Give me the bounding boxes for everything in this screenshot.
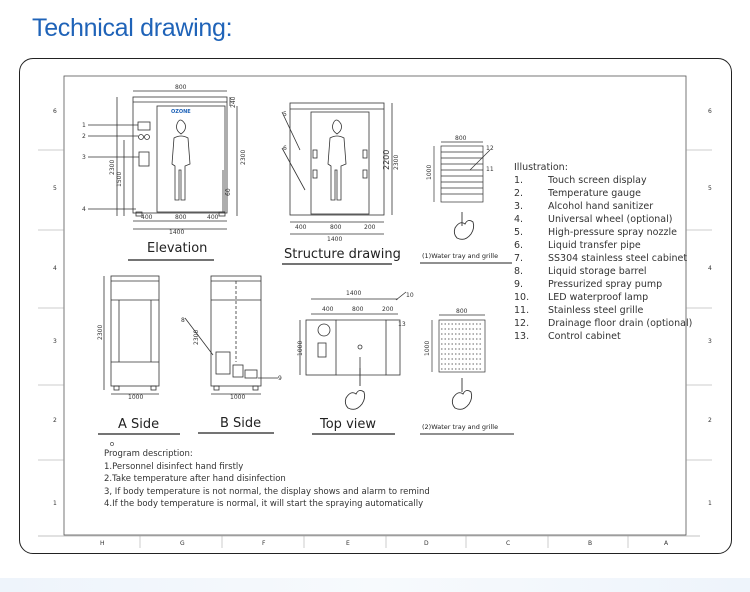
program-line: 4.If the body temperature is normal, it will start the spraying automatically <box>104 499 424 509</box>
dim-label: 2200 <box>382 149 391 170</box>
dim-label: 1000 <box>128 394 144 401</box>
dim-label: 2300 <box>109 159 116 175</box>
dim-label: 400 <box>295 224 307 231</box>
dim-label: 800 <box>330 224 342 231</box>
dim-label: 200 <box>382 306 394 313</box>
border-number: 2 <box>708 417 712 424</box>
dim-label: 400 <box>141 214 153 221</box>
list-item-text: Liquid transfer pipe <box>548 240 641 251</box>
view-caption-top-view: Top view <box>320 417 377 432</box>
dim-label: 240 <box>230 96 237 108</box>
program-line: 1.Personnel disinfect hand firstly <box>104 462 244 472</box>
list-item-text: Control cabinet <box>548 331 621 342</box>
callout-number: 9 <box>278 375 282 382</box>
list-item-num: 10. <box>514 292 530 303</box>
brand-logo: OZONE <box>171 109 191 115</box>
border-letter: H <box>100 540 105 547</box>
dim-label: 2300 <box>193 329 200 345</box>
program-heading: Program description: <box>104 449 193 459</box>
dim-label: 60 <box>225 188 232 196</box>
list-item-num: 5. <box>514 227 524 238</box>
list-item-num: 2. <box>514 188 524 199</box>
dim-label: 1500 <box>116 171 123 187</box>
border-number: 3 <box>708 338 712 345</box>
border-number: 1 <box>708 500 712 507</box>
list-item-text: SS304 stainless steel cabinet <box>548 253 688 264</box>
border-number: 6 <box>53 108 57 115</box>
callout-number: 10 <box>406 292 414 299</box>
list-item-num: 11. <box>514 305 530 316</box>
list-item-text: Liquid storage barrel <box>548 266 647 277</box>
dim-label: 800 <box>455 135 467 142</box>
border-letters-bottom <box>100 536 669 548</box>
callout-number: 1 <box>82 122 86 129</box>
view-caption-tray1: (1)Water tray and grille <box>422 252 499 260</box>
border-letter: E <box>346 540 350 547</box>
dim-label: 1000 <box>230 394 246 401</box>
a-side-view <box>104 276 159 394</box>
border-number: 1 <box>53 500 57 507</box>
view-caption-b-side: B Side <box>220 416 262 431</box>
dim-label: 1000 <box>297 340 304 356</box>
dim-label: 400 <box>207 214 219 221</box>
list-item-num: 8. <box>514 266 524 277</box>
list-item-num: 13. <box>514 331 530 342</box>
hand-icon-1 <box>454 212 473 239</box>
view-caption-a-side: A Side <box>118 417 160 432</box>
list-item-text: Touch screen display <box>548 175 647 186</box>
callout-number: 2 <box>82 133 86 140</box>
callout-number: 3 <box>82 154 86 161</box>
dim-label: 2300 <box>240 149 247 165</box>
border-letter: B <box>588 540 593 547</box>
border-number: 3 <box>53 338 57 345</box>
list-item-text: Universal wheel (optional) <box>548 214 673 225</box>
callout-number: 11 <box>486 166 494 173</box>
view-caption-elevation: Elevation <box>147 241 208 256</box>
list-item-num: 12. <box>514 318 530 329</box>
border-numbers-right <box>686 108 712 507</box>
list-item-num: 6. <box>514 240 524 251</box>
dim-label: 1400 <box>346 290 362 297</box>
structure-view <box>282 103 392 234</box>
dim-label: 400 <box>322 306 334 313</box>
hand-icon-3 <box>345 368 364 409</box>
list-item-text: Alcohol hand sanitizer <box>548 201 654 212</box>
list-item-num: 9. <box>514 279 524 290</box>
list-item-num: 1. <box>514 175 524 186</box>
border-letter: G <box>180 540 185 547</box>
list-item-text: Stainless steel grille <box>548 305 644 316</box>
border-letter: D <box>424 540 429 547</box>
border-letter: C <box>506 540 511 547</box>
border-numbers-left <box>38 108 64 507</box>
dim-label: 200 <box>364 224 376 231</box>
illustration-list <box>514 175 692 342</box>
callout-number: 5 <box>283 111 287 118</box>
list-item-num: 4. <box>514 214 524 225</box>
dim-label: 800 <box>175 84 187 91</box>
border-letter: A <box>664 540 669 547</box>
list-item-num: 3. <box>514 201 524 212</box>
dim-label: 1000 <box>424 340 431 356</box>
border-number: 2 <box>53 417 57 424</box>
top-view <box>300 292 406 375</box>
program-line: 3, If body temperature is not normal, the display shows and alarm to remind <box>104 487 430 497</box>
border-number: 5 <box>53 185 57 192</box>
border-number: 5 <box>708 185 712 192</box>
list-item-text: Temperature gauge <box>548 188 641 199</box>
dim-label: 1000 <box>426 164 433 180</box>
dim-label: 800 <box>175 214 187 221</box>
hand-icon-2 <box>452 378 471 409</box>
border-number: 6 <box>708 108 712 115</box>
callout-number: 8 <box>181 317 185 324</box>
border-number: 4 <box>708 265 712 272</box>
border-number: 4 <box>53 265 57 272</box>
dim-label: 2300 <box>393 154 400 170</box>
program-line: 2.Take temperature after hand disinfection <box>104 474 286 484</box>
water-tray-1 <box>434 142 490 202</box>
dim-label: 800 <box>352 306 364 313</box>
dim-label: 800 <box>456 308 468 315</box>
callout-number: 6 <box>283 145 287 152</box>
list-item-text: Drainage floor drain (optional) <box>548 318 693 329</box>
water-tray-2 <box>432 315 485 372</box>
view-caption-structure: Structure drawing <box>284 247 401 262</box>
list-item-text: LED waterproof lamp <box>548 292 649 303</box>
callout-number: 13 <box>398 321 406 328</box>
callout-number: 4 <box>82 206 86 213</box>
illustration-heading: Illustration: <box>514 162 568 173</box>
dim-label: 1400 <box>327 236 343 243</box>
list-item-num: 7. <box>514 253 524 264</box>
callout-number: 12 <box>486 145 494 152</box>
dim-label: 1400 <box>169 229 185 236</box>
dim-label: 2300 <box>97 324 104 340</box>
list-item-text: Pressurized spray pump <box>548 279 663 290</box>
view-caption-tray2: (2)Water tray and grille <box>422 423 499 431</box>
list-item-text: High-pressure spray nozzle <box>548 227 677 238</box>
page-title: Technical drawing: <box>32 14 233 42</box>
border-letter: F <box>262 540 266 547</box>
